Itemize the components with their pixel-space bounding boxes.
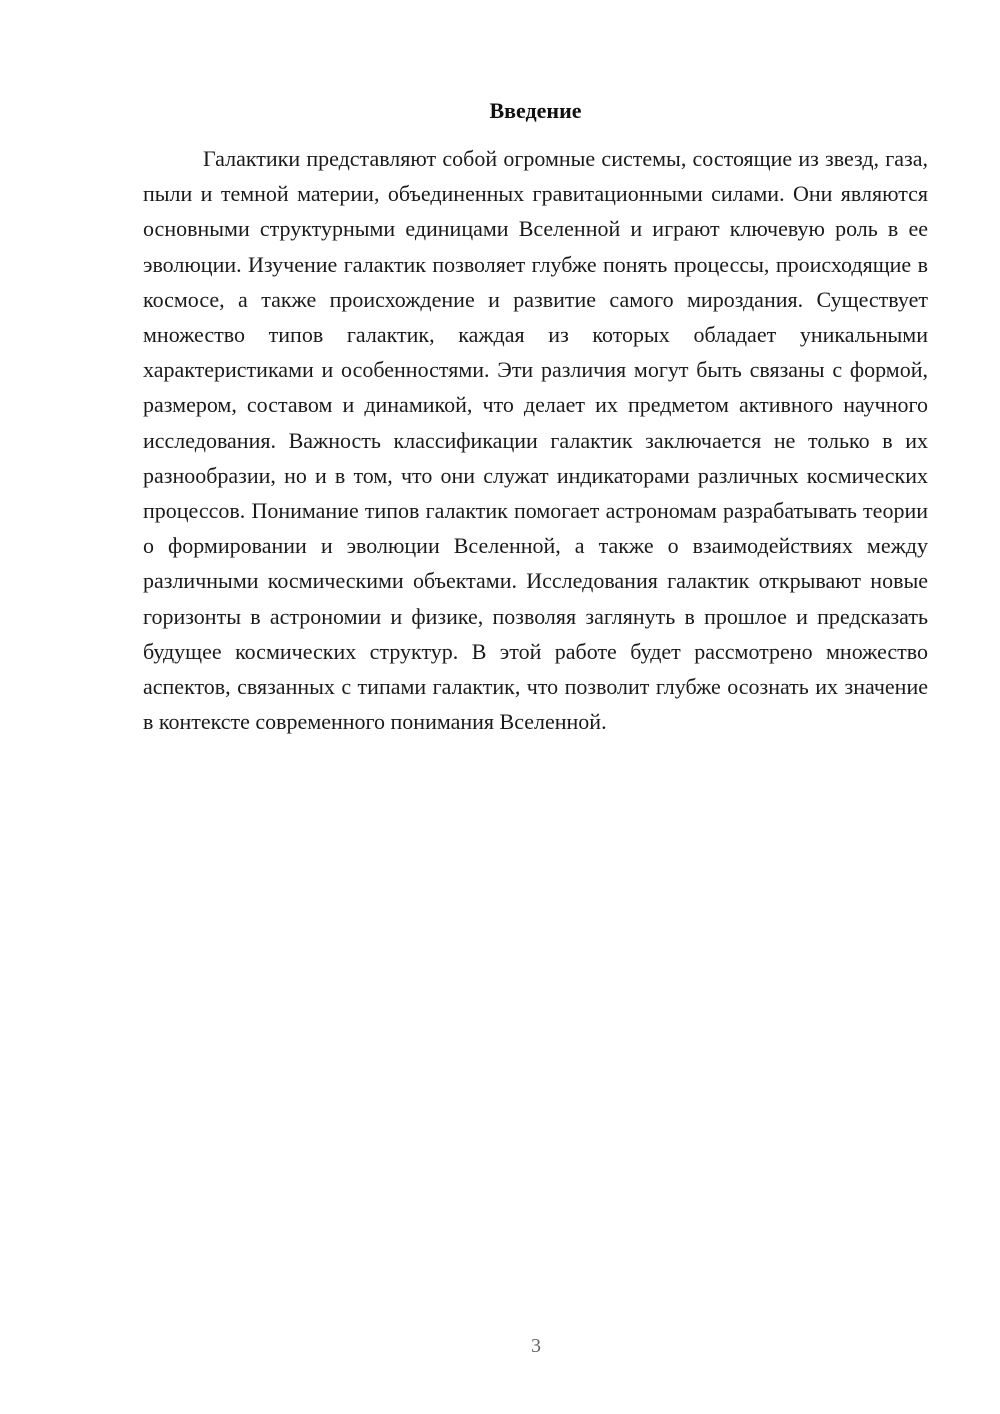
section-heading: Введение <box>489 98 582 123</box>
body-paragraph: Галактики представляют собой огромные системы, состоящие из звезд, газа, пыли и темной материи, объединенных гравитационными силами. Они являются основными структурными единицами Вселенной и играют ключевую роль в ее эволюции. Изучение галактик позволяет глубже понять процессы, происходящие в космосе, а также происхождение и развитие самого мироздания. Существует множество типов галактик, каждая из которых обладает уникальными характеристиками и особенностями. Эти различия могут быть связаны с формой, размером, составом и динамикой, что делает их предметом активного научного исследования. Важность классификации галактик заключается не только в их разнообразии, но и в том, что они служат индикаторами различных космических процессов. Понимание типов галактик помогает астрономам разрабатывать теории о формировании и эволюции Вселенной, а также о взаимодействиях между различными космическими объектами. Исследования галактик открывают новые горизонты в астрономии и физике, позволяя заглянуть в прошлое и предсказать будущее космических структур. В этой работе будет рассмотрено множество аспектов, связанных с типами галактик, что позволит глубже осознать их значение в контексте современного понимания Вселенной. <box>143 146 928 735</box>
page-number: 3 <box>531 1335 541 1357</box>
